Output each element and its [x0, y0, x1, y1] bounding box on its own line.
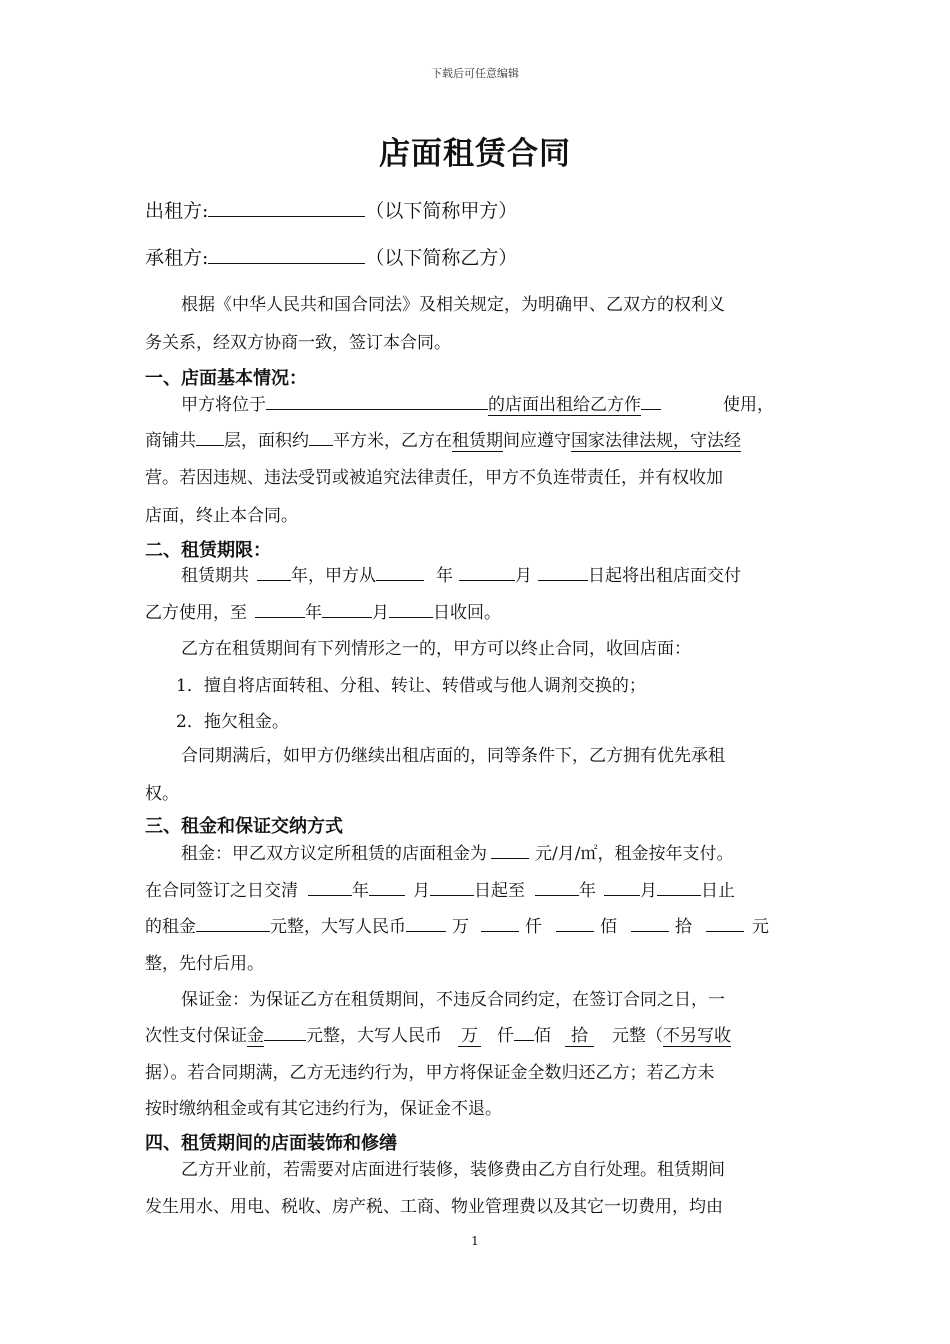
lessee-line [145, 246, 517, 270]
s3-yuan-blank [706, 915, 744, 932]
s3-qian-label: 仟 [525, 917, 542, 937]
s3-dep-bai-blank [514, 1024, 534, 1041]
s2-years-blank [257, 564, 291, 581]
s1-location-blank [266, 393, 488, 410]
s3-pay-start-year-blank [308, 879, 352, 896]
s2-item-2: 2．拖欠租金。 [176, 712, 289, 732]
lessee-suffix: （以下简称乙方） [365, 247, 518, 269]
s2-start-year-blank [376, 564, 424, 581]
s1-text-h: 间应遵守 [503, 431, 571, 451]
s2-month-label: 月 [515, 566, 532, 586]
s3-pay-start-month-blank [369, 879, 405, 896]
intro-line-1: 根据《中华人民共和国合同法》及相关规定，为明确甲、乙双方的权利义 [181, 295, 725, 315]
s3-dep-bai-label: 佰 [534, 1026, 551, 1046]
s3-dep-text-b: 金 [247, 1026, 264, 1046]
s4-line-2: 发生用水、用电、税收、房产税、工商、物业管理费以及其它一切费用，均由 [145, 1197, 723, 1217]
lessor-label: 出租方: [145, 200, 209, 222]
s3-year-label-2: 年 [579, 881, 596, 901]
s3-rent-blank [491, 842, 529, 859]
s3-deposit-1: 保证金：为保证乙方在租赁期间，不违反合同约定，在签订合同之日，一 [181, 990, 725, 1010]
s3-text-d: 日起至 [474, 881, 525, 901]
s2-para-3b: 权。 [145, 784, 179, 804]
s2-text-b: 年，甲方从 [291, 566, 376, 586]
s2-year-label-2: 年 [305, 603, 322, 623]
s3-deposit-amount-blank [264, 1024, 306, 1041]
page-number: 1 [471, 1234, 479, 1248]
s3-dep-text-d: 元整（ [612, 1026, 663, 1046]
s3-month-label-2: 月 [640, 881, 657, 901]
section-1-heading: 一、店面基本情况： [145, 368, 307, 389]
s3-deposit-4: 按时缴纳租金或有其它违约行为，保证金不退。 [145, 1099, 502, 1119]
s1-line-1 [181, 393, 774, 417]
s3-dep-qian-label: 仟 [497, 1026, 514, 1046]
s2-text-c: 日起将出租店面交付 [588, 566, 741, 586]
s3-line-4: 整，先付后用。 [145, 954, 264, 974]
s2-end-month-blank [322, 601, 372, 618]
s1-usage-blank [641, 393, 661, 410]
s2-end-year-blank [255, 601, 305, 618]
s3-text-f: 的租金 [145, 917, 196, 937]
s3-year-label: 年 [352, 881, 369, 901]
section-3-heading: 三、租金和保证交纳方式 [145, 816, 343, 837]
s4-line-1: 乙方开业前，若需要对店面进行装修，装修费由乙方自行处理。租赁期间 [181, 1160, 725, 1180]
s2-text-d: 乙方使用，至 [145, 603, 247, 623]
s1-line-3: 营。若因违规、违法受罚或被追究法律责任，甲方不负连带责任，并有权收加 [145, 468, 723, 488]
s1-text-f: 平方米，乙方在 [333, 431, 452, 451]
s1-text-c: 使用， [723, 395, 774, 415]
s3-deposit-2 [145, 1024, 731, 1048]
s2-text-e: 日收回。 [433, 603, 501, 623]
s3-text-a: 租金：甲乙双方议定所租赁的店面租金为 [181, 844, 487, 864]
s1-text-b: 的店面出租给乙方作 [488, 395, 641, 415]
s1-line-2 [145, 429, 741, 453]
s3-deposit-3: 据）。若合同期满，乙方无违约行为，甲方将保证金全数归还乙方；若乙方未 [145, 1063, 715, 1083]
s3-pay-end-month-blank [604, 879, 640, 896]
lessee-blank [208, 247, 365, 264]
s1-floors-blank [196, 429, 224, 446]
s3-wan-blank [406, 915, 446, 932]
s3-wan-label: 万 [452, 917, 469, 937]
s1-area-blank [309, 429, 333, 446]
s3-text-e: 日止 [701, 881, 735, 901]
s3-shi-label: 拾 [675, 917, 692, 937]
intro-line-2: 务关系，经双方协商一致，签订本合同。 [145, 333, 451, 353]
s3-qian-blank [481, 915, 519, 932]
s3-dep-text-a: 次性支付保证 [145, 1026, 247, 1046]
s3-shi-blank [631, 915, 669, 932]
page-title: 店面租赁合同 [379, 136, 571, 172]
s2-text-a: 租赁期共 [181, 566, 249, 586]
lessor-blank [208, 200, 365, 217]
s1-text-d: 商铺共 [145, 431, 196, 451]
s3-pay-start-day-blank [430, 879, 474, 896]
s3-line-3 [145, 915, 769, 939]
s2-start-day-blank [538, 564, 588, 581]
s1-text-e: 层，面积约 [224, 431, 309, 451]
s2-end-day-blank [389, 601, 433, 618]
s3-bai-label: 佰 [600, 917, 617, 937]
s3-pay-end-day-blank [657, 879, 701, 896]
s3-text-c: 在合同签订之日交清 [145, 881, 298, 901]
s3-line-1 [181, 842, 733, 866]
section-4-heading: 四、租赁期间的店面装饰和修缮 [145, 1133, 397, 1154]
s3-yuan-label: 元 [752, 917, 769, 937]
s2-para-2: 乙方在租赁期间有下列情形之一的，甲方可以终止合同，收回店面： [181, 639, 691, 659]
s3-text-g: 元整，大写人民币 [270, 917, 406, 937]
s3-month-label: 月 [413, 881, 430, 901]
s3-dep-text-c: 元整，大写人民币 [306, 1026, 442, 1046]
s1-text-i: 国家法律法规，守法经 [571, 431, 741, 451]
s2-year-label: 年 [436, 566, 453, 586]
s2-line-2 [145, 601, 501, 625]
s3-dep-shi-label: 拾 [565, 1026, 594, 1047]
s3-amount-blank [196, 915, 270, 932]
s2-para-3a: 合同期满后，如甲方仍继续出租店面的，同等条件下，乙方拥有优先承租 [181, 746, 725, 766]
s3-bai-blank [556, 915, 594, 932]
lessee-label: 承租方: [145, 247, 209, 269]
s2-start-month-blank [459, 564, 515, 581]
s2-month-label-2: 月 [372, 603, 389, 623]
s3-dep-text-e: 不另写收 [663, 1026, 731, 1046]
s3-text-b: 元/月/㎡，租金按年支付。 [535, 844, 734, 864]
s3-line-2 [145, 879, 735, 903]
s3-pay-end-year-blank [535, 879, 579, 896]
s2-line-1 [181, 564, 741, 588]
lessor-suffix: （以下简称甲方） [365, 200, 518, 222]
s3-dep-wan-label: 万 [458, 1026, 481, 1047]
s2-item-1: 1．擅自将店面转租、分租、转让、转借或与他人调剂交换的； [176, 676, 646, 696]
header-note: 下载后可任意编辑 [431, 67, 519, 80]
lessor-line [145, 199, 517, 223]
section-2-heading: 二、租赁期限： [145, 540, 271, 561]
s1-line-4: 店面，终止本合同。 [145, 506, 298, 526]
s1-text-g: 租赁期 [452, 431, 503, 451]
s1-text-a: 甲方将位于 [181, 395, 266, 415]
